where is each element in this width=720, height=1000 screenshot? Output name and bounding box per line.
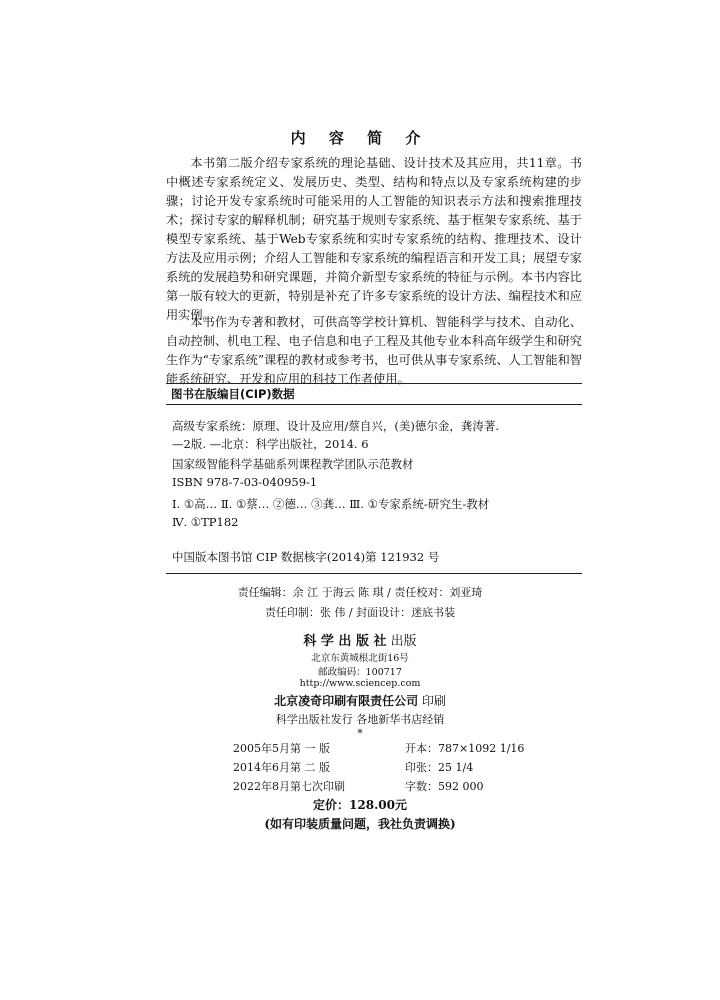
- publisher-suffix: 出版: [386, 634, 417, 649]
- publisher-url: http://www.sciencep.com: [299, 678, 421, 689]
- cip-class-line: Ⅳ. ①TP182: [172, 515, 239, 529]
- divider: [166, 573, 582, 574]
- editor-credits: 责任编辑：余 江 于海云 陈 琪 / 责任校对：刘亚琦: [237, 586, 483, 599]
- divider: [166, 383, 582, 384]
- divider: [166, 404, 582, 405]
- edition-row: [233, 778, 484, 794]
- edition-spec: 印张：25 1/4: [405, 761, 474, 774]
- edition-row: [233, 740, 524, 756]
- edition-date: 2022年8月第七次印刷: [233, 780, 345, 793]
- cip-title-line: 高级专家系统：原理、设计及应用/蔡自兴，(美)德尔金，龚涛著.: [172, 419, 499, 433]
- cip-series-line: 国家级智能科学基础系列课程教学团队示范教材: [172, 457, 414, 471]
- cip-record-number: 中国版本图书馆 CIP 数据核字(2014)第 121932 号: [172, 550, 440, 564]
- printer-suffix: 印刷: [418, 694, 446, 708]
- cip-subject-line: Ⅰ. ①高… Ⅱ. ①蔡… ②德… ③龚… Ⅲ. ①专家系统-研究生-教材: [172, 497, 490, 511]
- publisher-address: 北京东黄城根北街16号: [311, 653, 409, 664]
- printer-logo-text: 北京凌奇印刷有限责任公司: [274, 694, 419, 708]
- page-title: 内 容 简 介: [290, 129, 430, 147]
- edition-spec: 字数：592 000: [405, 780, 484, 793]
- cip-edition-line: —2版. —北京：科学出版社，2014. 6: [172, 437, 369, 451]
- intro-paragraph-2: 本书作为专著和教材，可供高等学校计算机、智能科学与技术、自动化、自动控制、机电工程、电子信息和电子工程及其他专业本科高年级学生和研究生作为“专家系统”课程的教材或参考书，也可供从事专家系统、人工智能和智能系统研究、开发和应用的科技工作者使用。: [166, 315, 582, 386]
- distribution-line: 科学出版社发行 各地新华书店经销: [275, 713, 445, 726]
- publisher-name: [0, 630, 720, 649]
- edition-row: [233, 759, 473, 775]
- production-credits: 责任印制：张 伟 / 封面设计：迷底书装: [264, 606, 456, 619]
- cip-isbn-line: ISBN 978-7-03-040959-1: [172, 475, 318, 489]
- price: 定价：128.00元: [313, 798, 407, 812]
- publisher-logo-text: 科 学 出 版 社: [303, 634, 387, 649]
- edition-spec: 开本：787×1092 1/16: [405, 742, 525, 755]
- cip-heading: 图书在版编目(CIP)数据: [171, 387, 295, 401]
- edition-date: 2005年5月第 一 版: [233, 742, 330, 755]
- intro-paragraph-1: 本书第二版介绍专家系统的理论基础、设计技术及其应用，共11章。书中概述专家系统定义、发展历史、类型、结构和特点以及专家系统构建的步骤；讨论开发专家系统时可能采用的人工智能的知识表示方法和搜索推理技术；探讨专家的解释机制；研究基于规则专家系统、基于框架专家系统、基于模型专家系统、基于Web专家系统和实时专家系统的结构、推理技术、设计方法及应用示例；介绍人工智能和专家系统的编程语言和开发工具；展望专家系统的发展趋势和研究课题，并简介新型专家系统的特征与示例。本书内容比第一版有较大的更新，特别是补充了许多专家系统的设计方法、编程技术和应用实例。: [166, 156, 582, 322]
- publisher-postcode: 邮政编码：100717: [318, 667, 402, 678]
- edition-date: 2014年6月第 二 版: [233, 761, 330, 774]
- quality-note: (如有印装质量问题，我社负责调换): [264, 817, 456, 831]
- printer-name: [0, 692, 720, 709]
- separator-star: *: [357, 727, 363, 740]
